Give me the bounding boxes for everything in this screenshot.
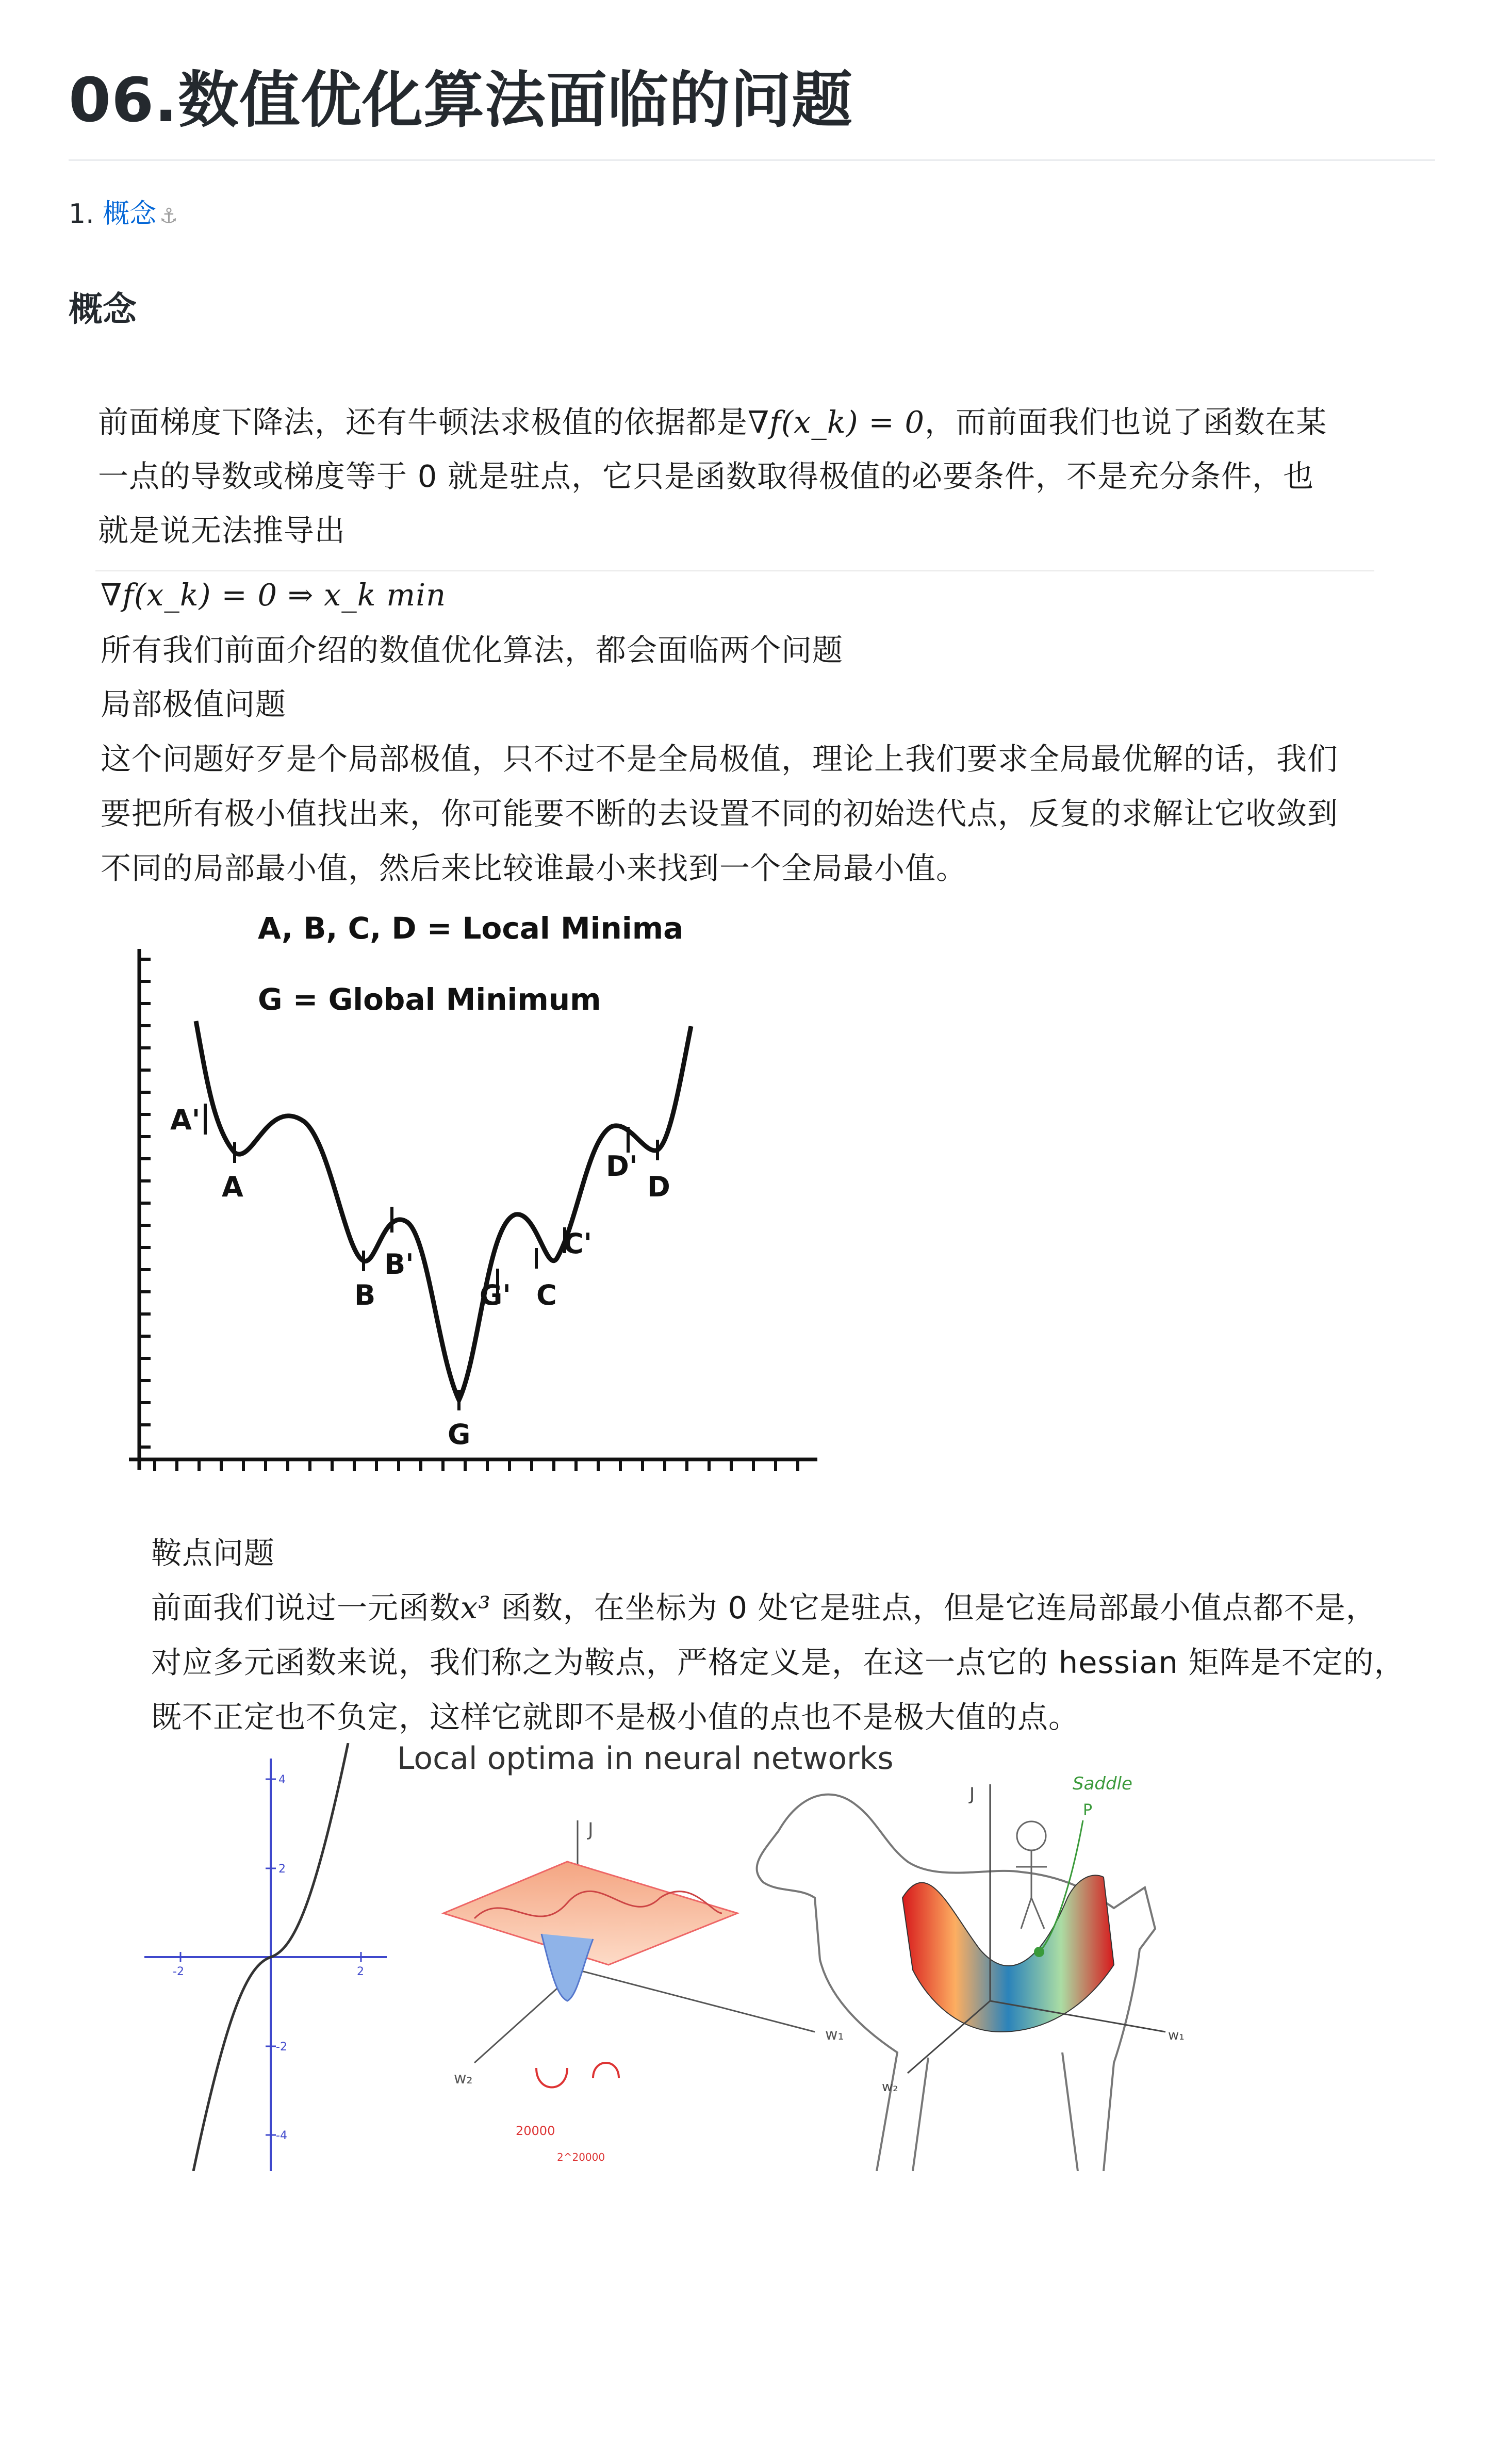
horse-saddle-sketch [757, 1773, 1185, 2171]
toc-number: 1. [69, 199, 94, 229]
toc-link-concept[interactable]: 概念 [103, 199, 157, 229]
local-problem-line: 要把所有极小值找出来，你可能要不断的去设置不同的初始迭代点，反复的求解让它收敛到 [101, 796, 1339, 831]
tick-label: -2 [276, 2041, 287, 2054]
point-label-b: B [354, 1279, 376, 1311]
implication-formula: ∇f(x_k) = 0 ⇒ x_k min [101, 577, 447, 613]
anchor-icon[interactable]: ⚓ [159, 204, 178, 228]
sketch-note-power: 2^20000 [557, 2151, 605, 2163]
cubic-plot [144, 1743, 387, 2171]
cubic-expression: x³ [461, 1590, 491, 1625]
point-label-c-prime: C' [563, 1227, 593, 1260]
legend-global-minimum: G = Global Minimum [258, 982, 601, 1017]
point-label-a-prime: A' [170, 1104, 201, 1136]
local-extremum-heading: 局部极值问题 [101, 686, 287, 722]
axis-label-w2-horse: w₂ [882, 2079, 898, 2095]
point-label-d: D [647, 1171, 670, 1203]
axis-label-j: J [588, 1819, 594, 1841]
tick-label: -4 [276, 2129, 287, 2142]
intro-text-b: ，而前面我们也说了函数在某 [925, 404, 1327, 440]
section-heading: 概念 [69, 289, 137, 329]
intro-line-1 [98, 395, 1327, 450]
saddle-line-2: 对应多元函数来说，我们称之为鞍点，严格定义是，在这一点它的 hessian 矩阵是不定的， [151, 1645, 1405, 1680]
saddle-handwritten-note: Saddle [1073, 1773, 1132, 1794]
local-problem-line: 这个问题好歹是个局部极值，只不过不是全局极值，理论上我们要求全局最优解的话，我们 [101, 741, 1339, 777]
axis-ticks [139, 959, 798, 1471]
two-problems-text: 所有我们前面介绍的数值优化算法，都会面临两个问题 [101, 632, 844, 668]
point-label-d-prime: D' [606, 1150, 638, 1182]
tick-label: -2 [173, 1965, 184, 1978]
table-of-contents [69, 198, 178, 230]
plot-axes [129, 949, 817, 1470]
tick-label: 4 [278, 1773, 286, 1786]
sketch-note-count: 20000 [516, 2124, 555, 2138]
loss-surface-sketch [443, 1819, 844, 2163]
saddle-text-b: 函数，在坐标为 0 处它是驻点，但是它连局部最小值点都不是， [490, 1590, 1377, 1625]
axis-label-w1-horse: w₁ [1168, 2028, 1185, 2043]
point-labels [170, 1104, 670, 1451]
saddle-point-p-label: P [1083, 1801, 1093, 1819]
intro-line-3: 就是说无法推导出 [98, 513, 346, 548]
page-title: 06.数值优化算法面临的问题 [69, 64, 853, 136]
toc-item [69, 198, 178, 230]
objective-curve [196, 1021, 691, 1400]
tick-label: 2 [357, 1965, 364, 1978]
point-label-c: C [536, 1279, 557, 1311]
tick-label: 2 [278, 1863, 286, 1876]
saddle-point-figure [144, 1743, 1212, 2171]
point-label-g-prime: G' [480, 1279, 511, 1311]
axis-label-w2: w₂ [454, 2069, 473, 2088]
gradient-equation: ∇f(x_k) = 0 [748, 404, 925, 440]
point-label-a: A [222, 1171, 243, 1203]
intro-text-a: 前面梯度下降法，还有牛顿法求极值的依据都是 [98, 404, 748, 440]
legend-local-minima: A, B, C, D = Local Minima [258, 911, 684, 946]
title-divider [69, 159, 1435, 161]
figure-title: Local optima in neural networks [397, 1743, 894, 1777]
intro-line-2: 一点的导数或梯度等于 0 就是驻点，它只是函数取得极值的必要条件，不是充分条件，也 [98, 458, 1314, 494]
local-problem-line: 不同的局部最小值，然后来比较谁最小来找到一个全局最小值。 [101, 850, 967, 886]
point-label-g: G [448, 1418, 471, 1451]
saddle-heading: 鞍点问题 [151, 1535, 275, 1571]
point-label-b-prime: B' [384, 1248, 414, 1280]
saddle-line-1 [151, 1580, 1377, 1636]
axis-label-j-horse: J [969, 1784, 975, 1804]
local-minima-figure [103, 892, 835, 1485]
axis-label-w1: w₁ [825, 2026, 844, 2044]
saddle-text-a: 前面我们说过一元函数 [151, 1590, 461, 1625]
saddle-line-3: 既不正定也不负定，这样它就即不是极小值的点也不是极大值的点。 [151, 1699, 1080, 1735]
